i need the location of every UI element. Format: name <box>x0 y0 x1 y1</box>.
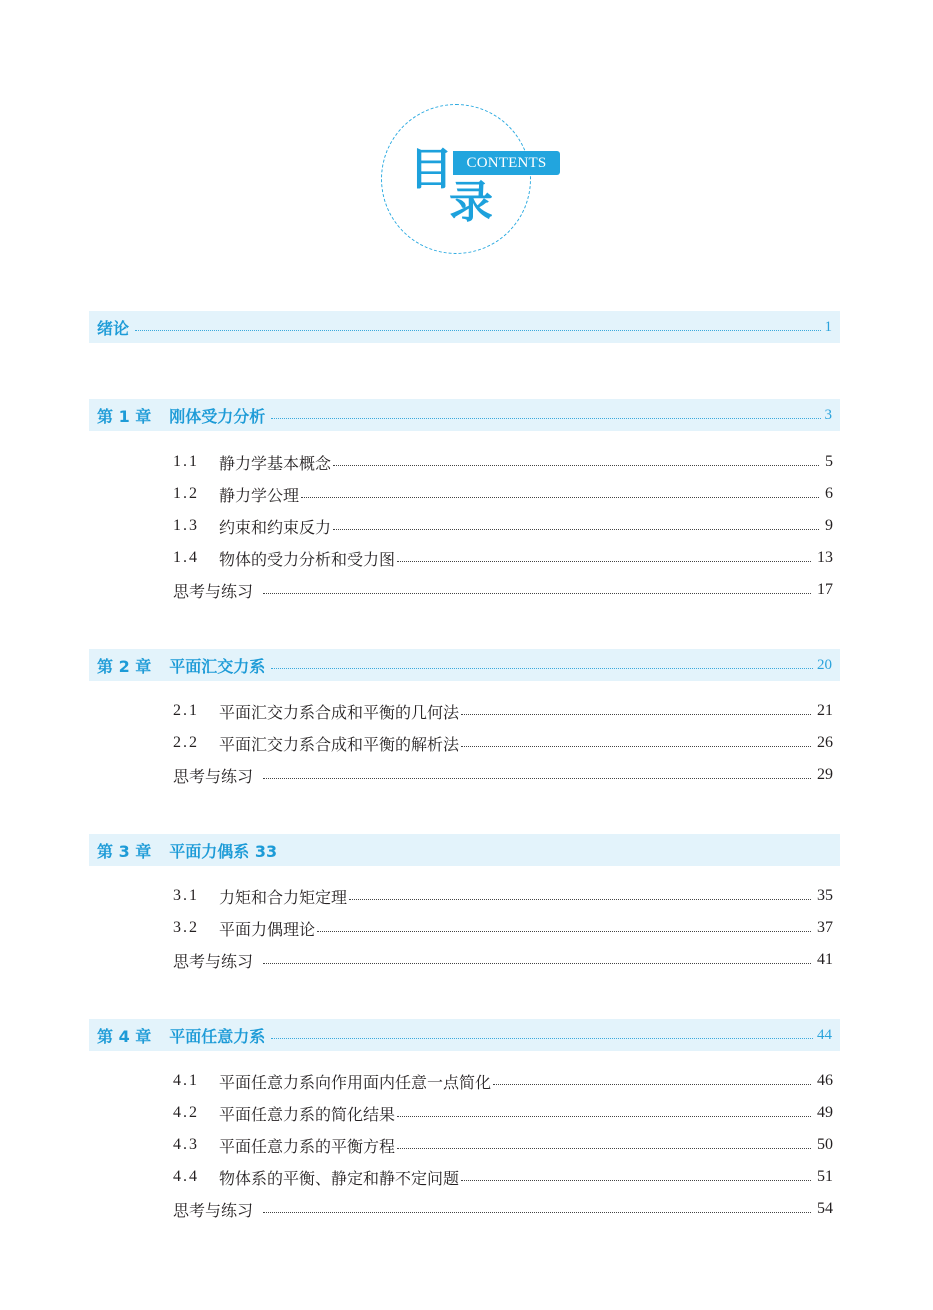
section-page: 13 <box>817 549 833 566</box>
section-page: 9 <box>825 517 833 534</box>
dot-leader <box>263 778 811 779</box>
section-page: 51 <box>817 1168 833 1185</box>
dot-leader <box>271 1038 813 1039</box>
section-page: 35 <box>817 887 833 904</box>
section-title: 物体的受力分析和受力图 <box>219 549 396 569</box>
toc-title-char-1: 目 <box>409 144 453 195</box>
dot-leader <box>135 330 820 331</box>
intro-entry[interactable] <box>89 311 840 343</box>
dot-leader <box>333 529 819 530</box>
exercise-page: 54 <box>817 1200 833 1217</box>
section-page: 37 <box>817 919 833 936</box>
section-number: 1.1 <box>173 453 199 470</box>
dot-leader <box>397 561 811 562</box>
section-title: 力矩和合力矩定理 <box>219 887 348 907</box>
chapter-number: 第 1 章 <box>97 406 152 426</box>
section-number: 4.3 <box>173 1136 199 1153</box>
section-page: 46 <box>817 1072 833 1089</box>
exercise-entry[interactable] <box>173 1196 833 1222</box>
dot-leader <box>301 497 819 498</box>
section-number: 2.2 <box>173 734 199 751</box>
exercise-page: 41 <box>817 951 833 968</box>
exercise-page: 17 <box>817 581 833 598</box>
section-title: 平面任意力系向作用面内任意一点简化 <box>219 1072 492 1092</box>
chapter-title: 刚体受力分析 <box>169 406 266 426</box>
section-entry[interactable] <box>173 1068 833 1094</box>
section-entry[interactable] <box>173 513 833 539</box>
dot-leader <box>271 668 813 669</box>
section-title: 平面力偶理论 <box>219 919 316 939</box>
section-page: 49 <box>817 1104 833 1121</box>
section-number: 1.3 <box>173 517 199 534</box>
section-entry[interactable] <box>173 545 833 571</box>
dot-leader <box>317 931 811 932</box>
dot-leader <box>263 1212 811 1213</box>
section-page: 21 <box>817 702 833 719</box>
exercise-title: 思考与练习 <box>173 951 254 971</box>
section-title: 平面任意力系的简化结果 <box>219 1104 396 1124</box>
section-number: 3.2 <box>173 919 199 936</box>
section-number: 1.2 <box>173 485 199 502</box>
section-number: 1.4 <box>173 549 199 566</box>
chapter-page: 20 <box>817 656 832 673</box>
contents-tag: CONTENTS <box>453 151 560 175</box>
chapter-number: 第 2 章 <box>97 656 152 676</box>
chapter-number: 第 4 章 <box>97 1026 152 1046</box>
section-number: 4.2 <box>173 1104 199 1121</box>
chapter-1-entry[interactable] <box>89 399 840 431</box>
section-title: 物体系的平衡、静定和静不定问题 <box>219 1168 460 1188</box>
toc-title-char-2: 录 <box>449 177 493 228</box>
section-title: 约束和约束反力 <box>219 517 332 537</box>
chapter-title: 平面汇交力系 <box>169 656 266 676</box>
chapter-4-entry[interactable] <box>89 1019 840 1051</box>
exercise-title: 思考与练习 <box>173 581 254 601</box>
section-page: 6 <box>825 485 833 502</box>
section-entry[interactable] <box>173 883 833 909</box>
chapter-page: 3 <box>824 406 832 423</box>
dot-leader <box>493 1084 811 1085</box>
section-number: 4.1 <box>173 1072 199 1089</box>
chapter-number: 第 3 章 <box>97 841 152 861</box>
exercise-page: 29 <box>817 766 833 783</box>
section-number: 3.1 <box>173 887 199 904</box>
chapter-page: 44 <box>817 1026 832 1043</box>
dot-leader <box>349 899 811 900</box>
intro-page: 1 <box>824 318 832 335</box>
dot-leader <box>263 593 811 594</box>
section-page: 50 <box>817 1136 833 1153</box>
section-entry[interactable] <box>173 449 833 475</box>
intro-title: 绪论 <box>97 318 130 338</box>
section-number: 2.1 <box>173 702 199 719</box>
section-entry[interactable] <box>173 915 833 941</box>
chapter-2-entry[interactable] <box>89 649 840 681</box>
exercise-entry[interactable] <box>173 577 833 603</box>
section-entry[interactable] <box>173 481 833 507</box>
chapter-title: 平面力偶系 33 <box>169 841 278 861</box>
dot-leader <box>461 714 811 715</box>
dot-leader <box>271 418 820 419</box>
dot-leader <box>461 746 811 747</box>
exercise-title: 思考与练习 <box>173 1200 254 1220</box>
exercise-title: 思考与练习 <box>173 766 254 786</box>
section-page: 26 <box>817 734 833 751</box>
exercise-entry[interactable] <box>173 947 833 973</box>
section-page: 5 <box>825 453 833 470</box>
chapter-3-entry[interactable] <box>89 834 840 866</box>
section-entry[interactable] <box>173 698 833 724</box>
section-title: 平面汇交力系合成和平衡的解析法 <box>219 734 460 754</box>
section-title: 平面汇交力系合成和平衡的几何法 <box>219 702 460 722</box>
chapter-title: 平面任意力系 <box>169 1026 266 1046</box>
section-title: 平面任意力系的平衡方程 <box>219 1136 396 1156</box>
section-title: 静力学基本概念 <box>219 453 332 473</box>
section-entry[interactable] <box>173 1100 833 1126</box>
section-entry[interactable] <box>173 1164 833 1190</box>
section-entry[interactable] <box>173 730 833 756</box>
dot-leader <box>263 963 811 964</box>
dot-leader <box>397 1116 811 1117</box>
section-number: 4.4 <box>173 1168 199 1185</box>
section-title: 静力学公理 <box>219 485 300 505</box>
dot-leader <box>461 1180 811 1181</box>
exercise-entry[interactable] <box>173 762 833 788</box>
dot-leader <box>333 465 819 466</box>
dot-leader <box>397 1148 811 1149</box>
section-entry[interactable] <box>173 1132 833 1158</box>
